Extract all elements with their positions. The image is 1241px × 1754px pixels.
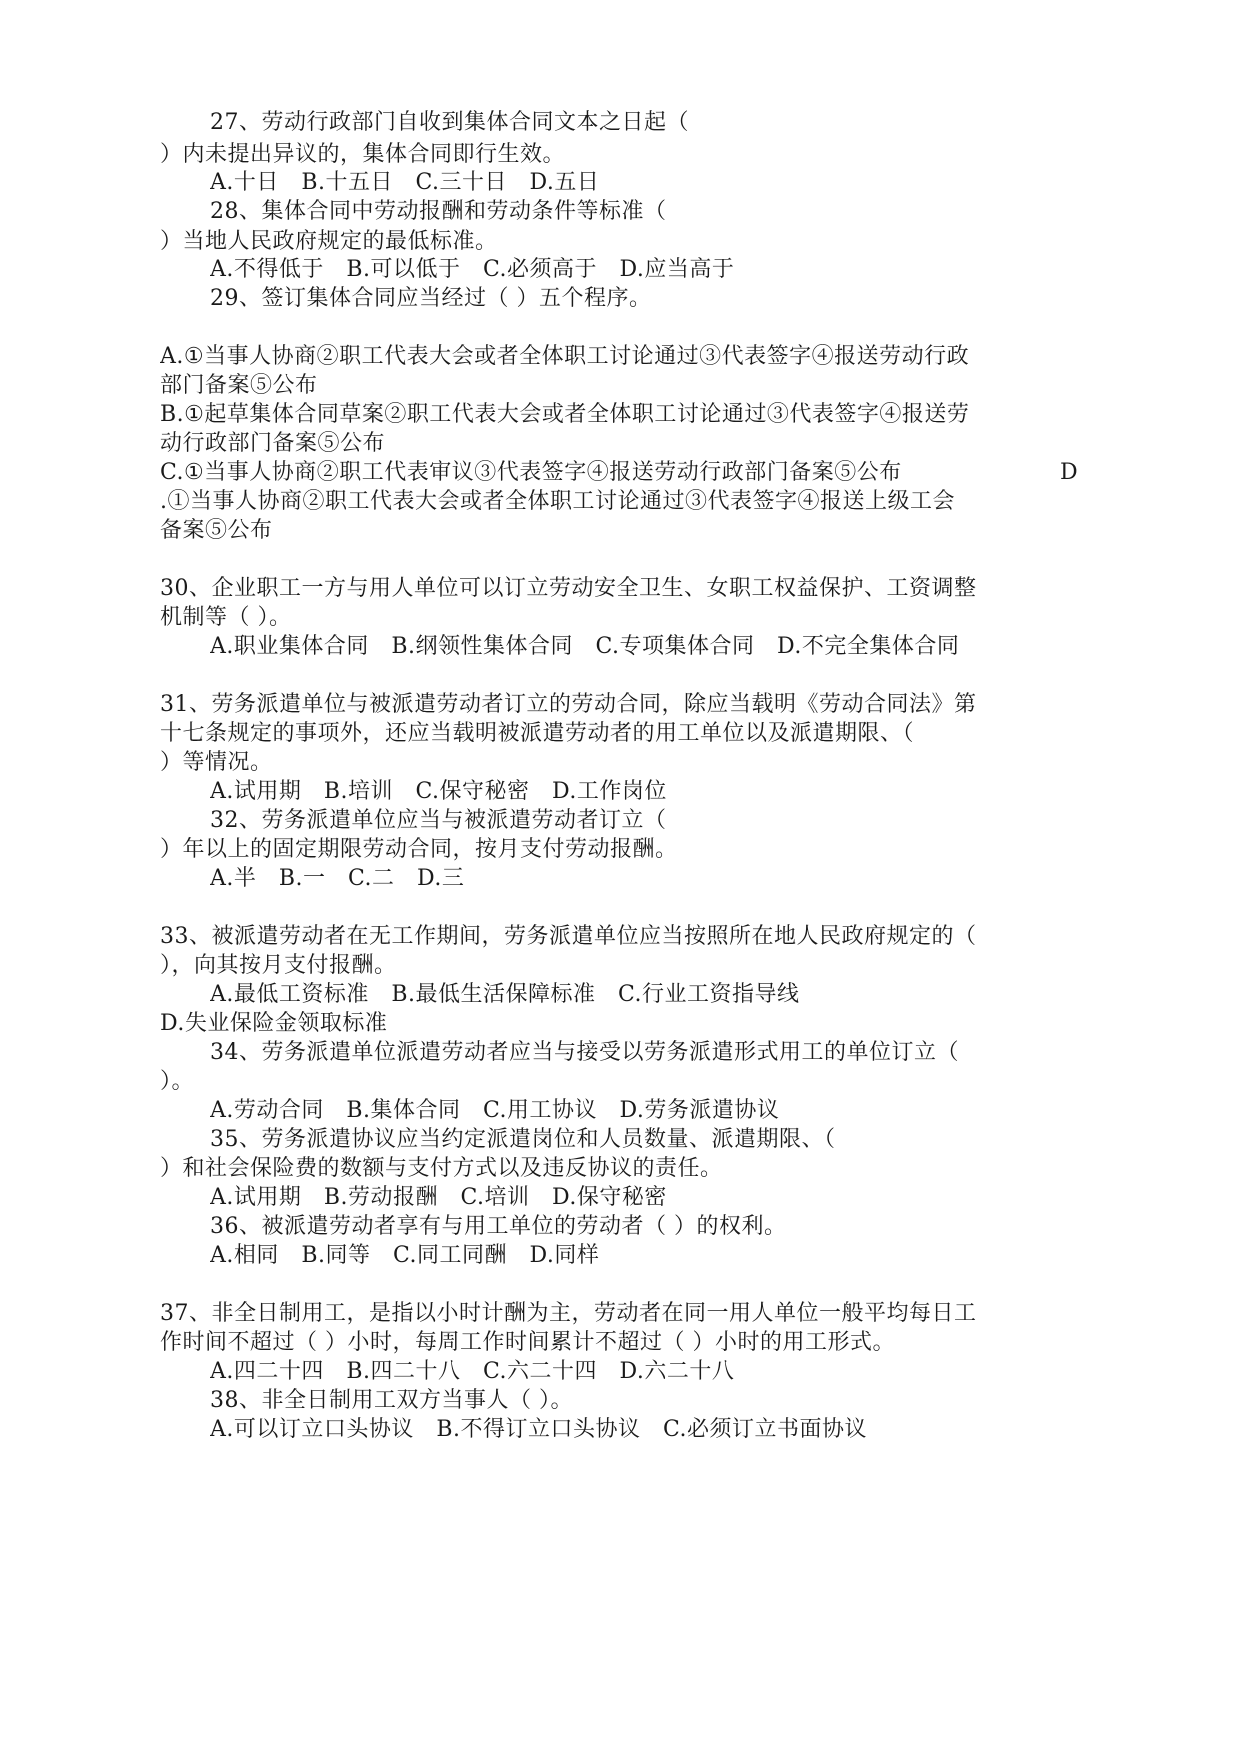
q29-option-c: C.①当事人协商②职工代表审议③代表签字④报送劳动行政部门备案⑤公布: [160, 460, 902, 485]
q30-options: A.职业集体合同 B.纲领性集体合同 C.专项集体合同 D.不完全集体合同: [210, 634, 960, 659]
q38-stem: 38、非全日制用工双方当事人（ ）。: [210, 1388, 573, 1413]
q37-options: A.四二十四 B.四二十八 C.六二十四 D.六二十八: [210, 1359, 735, 1384]
q29-option-b-line-2: 动行政部门备案⑤公布: [160, 431, 386, 456]
q28-stem-line-1: 28、集体合同中劳动报酬和劳动条件等标准（: [210, 199, 667, 224]
q31-stem-line-3: ）等情况。: [160, 750, 273, 775]
q29-option-a-line-2: 部门备案⑤公布: [160, 373, 318, 398]
q27-stem-line-2: ）内未提出异议的，集体合同即行生效。: [160, 142, 566, 167]
q35-options: A.试用期 B.劳动报酬 C.培训 D.保守秘密: [210, 1185, 667, 1210]
q38-options: A.可以订立口头协议 B.不得订立口头协议 C.必须订立书面协议: [210, 1417, 868, 1442]
q29-option-b-line-1: B.①起草集体合同草案②职工代表大会或者全体职工讨论通过③代表签字④报送劳: [160, 402, 970, 427]
q31-options: A.试用期 B.培训 C.保守秘密 D.工作岗位: [210, 779, 667, 804]
q32-stem-line-2: ）年以上的固定期限劳动合同，按月支付劳动报酬。: [160, 837, 678, 862]
q33-options-line-2: D.失业保险金领取标准: [160, 1011, 388, 1036]
q33-stem-line-1: 33、被派遣劳动者在无工作期间，劳务派遣单位应当按照所在地人民政府规定的（: [160, 924, 977, 949]
q37-stem-line-1: 37、非全日制用工，是指以小时计酬为主，劳动者在同一用人单位一般平均每日工: [160, 1301, 977, 1326]
q34-stem-line-2: ）。: [160, 1069, 195, 1094]
q33-options-line-1: A.最低工资标准 B.最低生活保障标准 C.行业工资指导线: [210, 982, 800, 1007]
q34-options: A.劳动合同 B.集体合同 C.用工协议 D.劳务派遣协议: [210, 1098, 780, 1123]
q35-stem-line-2: ）和社会保险费的数额与支付方式以及违反协议的责任。: [160, 1156, 723, 1181]
q28-stem-line-2: ）当地人民政府规定的最低标准。: [160, 229, 498, 254]
q32-stem-line-1: 32、劳务派遣单位应当与被派遣劳动者订立（: [210, 808, 667, 833]
q33-stem-line-2: ），向其按月支付报酬。: [160, 953, 397, 978]
q31-stem-line-1: 31、劳务派遣单位与被派遣劳动者订立的劳动合同，除应当载明《劳动合同法》第: [160, 692, 977, 717]
q27-options: A.十日 B.十五日 C.三十日 D.五日: [210, 170, 600, 195]
q31-stem-line-2: 十七条规定的事项外，还应当载明被派遣劳动者的用工单位以及派遣期限、（: [160, 721, 915, 746]
q36-stem: 36、被派遣劳动者享有与用工单位的劳动者（ ）的权利。: [210, 1214, 787, 1239]
q36-options: A.相同 B.同等 C.同工同酬 D.同样: [210, 1243, 600, 1268]
q29-option-d-line-2: 备案⑤公布: [160, 518, 273, 543]
q32-options: A.半 B.一 C.二 D.三: [210, 866, 465, 891]
q37-stem-line-2: 作时间不超过（ ）小时，每周工作时间累计不超过（ ）小时的用工形式。: [160, 1330, 895, 1355]
q29-option-d-label: D: [1060, 460, 1078, 485]
q30-stem-line-2: 机制等（ ）。: [160, 605, 292, 630]
q29-option-a-line-1: A.①当事人协商②职工代表大会或者全体职工讨论通过③代表签字④报送劳动行政: [160, 344, 970, 369]
q29-stem: 29、签订集体合同应当经过（ ）五个程序。: [210, 286, 652, 311]
q29-option-d-line-1: .①当事人协商②职工代表大会或者全体职工讨论通过③代表签字④报送上级工会: [160, 489, 955, 514]
q27-stem-line-1: 27、劳动行政部门自收到集体合同文本之日起（: [210, 110, 689, 135]
q35-stem-line-1: 35、劳务派遣协议应当约定派遣岗位和人员数量、派遣期限、（: [210, 1127, 836, 1152]
q28-options: A.不得低于 B.可以低于 C.必须高于 D.应当高于: [210, 257, 735, 282]
q34-stem-line-1: 34、劳务派遣单位派遣劳动者应当与接受以劳务派遣形式用工的单位订立（: [210, 1040, 959, 1065]
q30-stem-line-1: 30、企业职工一方与用人单位可以订立劳动安全卫生、女职工权益保护、工资调整: [160, 576, 977, 601]
